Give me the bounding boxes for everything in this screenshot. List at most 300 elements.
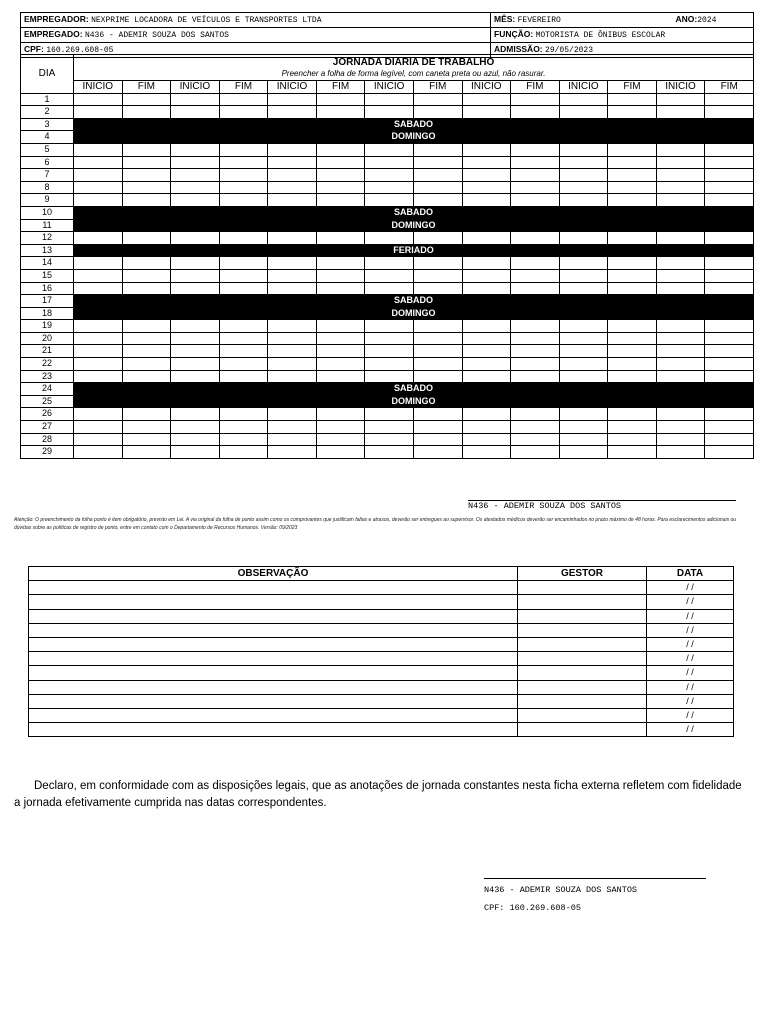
time-entry-cell[interactable] [74,143,123,156]
time-entry-cell[interactable] [608,408,657,421]
time-entry-cell[interactable] [268,433,317,446]
time-entry-cell[interactable] [413,143,462,156]
time-entry-cell[interactable] [316,169,365,182]
time-entry-cell[interactable] [365,106,414,119]
time-entry-cell[interactable] [365,93,414,106]
time-entry-cell[interactable] [559,194,608,207]
time-entry-cell[interactable] [656,269,705,282]
time-entry-cell[interactable] [559,143,608,156]
time-entry-cell[interactable] [656,106,705,119]
time-entry-cell[interactable] [656,282,705,295]
time-entry-cell[interactable] [316,370,365,383]
time-entry-cell[interactable] [705,194,754,207]
time-entry-cell[interactable] [462,194,511,207]
time-entry-cell[interactable] [316,320,365,333]
time-entry-cell[interactable] [462,181,511,194]
time-entry-cell[interactable] [511,282,560,295]
time-entry-cell[interactable] [656,93,705,106]
time-entry-cell[interactable] [656,232,705,245]
time-entry-cell[interactable] [219,421,268,434]
time-entry-cell[interactable] [559,358,608,371]
time-entry-cell[interactable] [462,232,511,245]
time-entry-cell[interactable] [219,257,268,270]
time-entry-cell[interactable] [608,370,657,383]
time-entry-cell[interactable] [171,320,220,333]
gestor-cell[interactable] [518,723,647,737]
time-entry-cell[interactable] [74,358,123,371]
time-entry-cell[interactable] [122,194,171,207]
data-cell[interactable]: / / [647,708,734,722]
time-entry-cell[interactable] [511,345,560,358]
time-entry-cell[interactable] [413,93,462,106]
time-entry-cell[interactable] [559,169,608,182]
time-entry-cell[interactable] [268,345,317,358]
time-entry-cell[interactable] [608,332,657,345]
time-entry-cell[interactable] [705,93,754,106]
time-entry-cell[interactable] [705,408,754,421]
time-entry-cell[interactable] [413,332,462,345]
time-entry-cell[interactable] [608,282,657,295]
time-entry-cell[interactable] [462,93,511,106]
time-entry-cell[interactable] [74,269,123,282]
time-entry-cell[interactable] [462,106,511,119]
time-entry-cell[interactable] [413,408,462,421]
time-entry-cell[interactable] [365,345,414,358]
time-entry-cell[interactable] [365,320,414,333]
time-entry-cell[interactable] [316,257,365,270]
time-entry-cell[interactable] [219,93,268,106]
time-entry-cell[interactable] [705,269,754,282]
time-entry-cell[interactable] [171,345,220,358]
time-entry-cell[interactable] [608,143,657,156]
time-entry-cell[interactable] [656,194,705,207]
time-entry-cell[interactable] [171,446,220,459]
time-entry-cell[interactable] [413,446,462,459]
time-entry-cell[interactable] [413,156,462,169]
time-entry-cell[interactable] [316,408,365,421]
time-entry-cell[interactable] [608,169,657,182]
time-entry-cell[interactable] [171,408,220,421]
time-entry-cell[interactable] [316,332,365,345]
time-entry-cell[interactable] [74,433,123,446]
time-entry-cell[interactable] [268,93,317,106]
gestor-cell[interactable] [518,666,647,680]
time-entry-cell[interactable] [122,446,171,459]
time-entry-cell[interactable] [511,93,560,106]
time-entry-cell[interactable] [268,320,317,333]
time-entry-cell[interactable] [268,370,317,383]
time-entry-cell[interactable] [219,446,268,459]
time-entry-cell[interactable] [365,332,414,345]
time-entry-cell[interactable] [559,269,608,282]
time-entry-cell[interactable] [316,232,365,245]
time-entry-cell[interactable] [219,358,268,371]
time-entry-cell[interactable] [705,232,754,245]
time-entry-cell[interactable] [559,370,608,383]
time-entry-cell[interactable] [511,156,560,169]
time-entry-cell[interactable] [316,358,365,371]
time-entry-cell[interactable] [171,156,220,169]
time-entry-cell[interactable] [268,269,317,282]
time-entry-cell[interactable] [365,421,414,434]
observacao-cell[interactable] [29,595,518,609]
time-entry-cell[interactable] [705,156,754,169]
time-entry-cell[interactable] [705,433,754,446]
time-entry-cell[interactable] [559,257,608,270]
observacao-cell[interactable] [29,694,518,708]
time-entry-cell[interactable] [219,408,268,421]
time-entry-cell[interactable] [171,257,220,270]
observacao-cell[interactable] [29,723,518,737]
time-entry-cell[interactable] [219,106,268,119]
time-entry-cell[interactable] [559,421,608,434]
time-entry-cell[interactable] [74,169,123,182]
time-entry-cell[interactable] [511,421,560,434]
time-entry-cell[interactable] [413,257,462,270]
time-entry-cell[interactable] [316,282,365,295]
time-entry-cell[interactable] [268,181,317,194]
time-entry-cell[interactable] [462,269,511,282]
time-entry-cell[interactable] [462,358,511,371]
time-entry-cell[interactable] [608,358,657,371]
time-entry-cell[interactable] [608,269,657,282]
time-entry-cell[interactable] [122,181,171,194]
time-entry-cell[interactable] [413,358,462,371]
time-entry-cell[interactable] [511,446,560,459]
time-entry-cell[interactable] [316,156,365,169]
time-entry-cell[interactable] [511,320,560,333]
time-entry-cell[interactable] [171,106,220,119]
data-cell[interactable]: / / [647,680,734,694]
time-entry-cell[interactable] [74,421,123,434]
time-entry-cell[interactable] [413,181,462,194]
time-entry-cell[interactable] [656,370,705,383]
observacao-cell[interactable] [29,652,518,666]
time-entry-cell[interactable] [511,370,560,383]
time-entry-cell[interactable] [559,282,608,295]
time-entry-cell[interactable] [559,446,608,459]
time-entry-cell[interactable] [511,332,560,345]
time-entry-cell[interactable] [268,446,317,459]
time-entry-cell[interactable] [74,181,123,194]
time-entry-cell[interactable] [122,332,171,345]
time-entry-cell[interactable] [462,143,511,156]
time-entry-cell[interactable] [656,181,705,194]
time-entry-cell[interactable] [656,446,705,459]
time-entry-cell[interactable] [656,156,705,169]
data-cell[interactable]: / / [647,595,734,609]
time-entry-cell[interactable] [413,194,462,207]
time-entry-cell[interactable] [219,143,268,156]
time-entry-cell[interactable] [122,421,171,434]
time-entry-cell[interactable] [171,332,220,345]
time-entry-cell[interactable] [511,257,560,270]
time-entry-cell[interactable] [122,169,171,182]
time-entry-cell[interactable] [219,232,268,245]
time-entry-cell[interactable] [268,143,317,156]
time-entry-cell[interactable] [413,370,462,383]
time-entry-cell[interactable] [171,433,220,446]
time-entry-cell[interactable] [705,320,754,333]
time-entry-cell[interactable] [511,358,560,371]
time-entry-cell[interactable] [122,408,171,421]
time-entry-cell[interactable] [219,345,268,358]
time-entry-cell[interactable] [219,181,268,194]
time-entry-cell[interactable] [705,257,754,270]
time-entry-cell[interactable] [219,282,268,295]
time-entry-cell[interactable] [705,106,754,119]
time-entry-cell[interactable] [656,433,705,446]
time-entry-cell[interactable] [219,370,268,383]
time-entry-cell[interactable] [608,257,657,270]
time-entry-cell[interactable] [365,169,414,182]
time-entry-cell[interactable] [705,358,754,371]
time-entry-cell[interactable] [511,106,560,119]
time-entry-cell[interactable] [74,320,123,333]
time-entry-cell[interactable] [219,169,268,182]
time-entry-cell[interactable] [656,257,705,270]
time-entry-cell[interactable] [705,421,754,434]
time-entry-cell[interactable] [413,269,462,282]
time-entry-cell[interactable] [608,194,657,207]
time-entry-cell[interactable] [268,358,317,371]
time-entry-cell[interactable] [462,446,511,459]
time-entry-cell[interactable] [413,421,462,434]
time-entry-cell[interactable] [122,143,171,156]
time-entry-cell[interactable] [365,194,414,207]
time-entry-cell[interactable] [705,143,754,156]
time-entry-cell[interactable] [316,345,365,358]
time-entry-cell[interactable] [608,232,657,245]
time-entry-cell[interactable] [122,320,171,333]
data-cell[interactable]: / / [647,652,734,666]
observacao-cell[interactable] [29,680,518,694]
time-entry-cell[interactable] [365,181,414,194]
time-entry-cell[interactable] [219,332,268,345]
time-entry-cell[interactable] [511,143,560,156]
time-entry-cell[interactable] [705,169,754,182]
observacao-cell[interactable] [29,623,518,637]
time-entry-cell[interactable] [171,169,220,182]
time-entry-cell[interactable] [656,408,705,421]
time-entry-cell[interactable] [559,320,608,333]
gestor-cell[interactable] [518,708,647,722]
time-entry-cell[interactable] [656,143,705,156]
data-cell[interactable]: / / [647,723,734,737]
time-entry-cell[interactable] [656,421,705,434]
time-entry-cell[interactable] [365,232,414,245]
time-entry-cell[interactable] [316,143,365,156]
time-entry-cell[interactable] [511,169,560,182]
time-entry-cell[interactable] [365,257,414,270]
data-cell[interactable]: / / [647,609,734,623]
time-entry-cell[interactable] [122,93,171,106]
time-entry-cell[interactable] [219,194,268,207]
time-entry-cell[interactable] [122,156,171,169]
time-entry-cell[interactable] [268,169,317,182]
time-entry-cell[interactable] [219,433,268,446]
time-entry-cell[interactable] [559,332,608,345]
time-entry-cell[interactable] [316,269,365,282]
time-entry-cell[interactable] [74,408,123,421]
time-entry-cell[interactable] [511,433,560,446]
time-entry-cell[interactable] [559,106,608,119]
gestor-cell[interactable] [518,637,647,651]
time-entry-cell[interactable] [462,257,511,270]
time-entry-cell[interactable] [511,269,560,282]
time-entry-cell[interactable] [74,370,123,383]
time-entry-cell[interactable] [413,433,462,446]
time-entry-cell[interactable] [413,232,462,245]
time-entry-cell[interactable] [122,345,171,358]
time-entry-cell[interactable] [316,433,365,446]
time-entry-cell[interactable] [559,93,608,106]
data-cell[interactable]: / / [647,637,734,651]
time-entry-cell[interactable] [705,332,754,345]
time-entry-cell[interactable] [122,370,171,383]
time-entry-cell[interactable] [171,194,220,207]
time-entry-cell[interactable] [413,169,462,182]
time-entry-cell[interactable] [608,106,657,119]
time-entry-cell[interactable] [462,433,511,446]
time-entry-cell[interactable] [316,181,365,194]
time-entry-cell[interactable] [705,446,754,459]
time-entry-cell[interactable] [74,194,123,207]
time-entry-cell[interactable] [219,320,268,333]
time-entry-cell[interactable] [171,370,220,383]
time-entry-cell[interactable] [511,232,560,245]
time-entry-cell[interactable] [511,181,560,194]
time-entry-cell[interactable] [608,433,657,446]
time-entry-cell[interactable] [268,194,317,207]
time-entry-cell[interactable] [413,106,462,119]
time-entry-cell[interactable] [608,181,657,194]
time-entry-cell[interactable] [462,169,511,182]
time-entry-cell[interactable] [268,232,317,245]
time-entry-cell[interactable] [74,345,123,358]
time-entry-cell[interactable] [413,320,462,333]
time-entry-cell[interactable] [171,282,220,295]
time-entry-cell[interactable] [462,156,511,169]
time-entry-cell[interactable] [122,433,171,446]
time-entry-cell[interactable] [122,358,171,371]
time-entry-cell[interactable] [656,332,705,345]
time-entry-cell[interactable] [511,194,560,207]
time-entry-cell[interactable] [365,282,414,295]
time-entry-cell[interactable] [171,421,220,434]
observacao-cell[interactable] [29,666,518,680]
gestor-cell[interactable] [518,694,647,708]
time-entry-cell[interactable] [413,345,462,358]
data-cell[interactable]: / / [647,694,734,708]
time-entry-cell[interactable] [656,345,705,358]
time-entry-cell[interactable] [74,232,123,245]
gestor-cell[interactable] [518,652,647,666]
time-entry-cell[interactable] [365,156,414,169]
time-entry-cell[interactable] [268,282,317,295]
time-entry-cell[interactable] [316,421,365,434]
time-entry-cell[interactable] [462,320,511,333]
time-entry-cell[interactable] [268,408,317,421]
time-entry-cell[interactable] [365,446,414,459]
time-entry-cell[interactable] [462,345,511,358]
time-entry-cell[interactable] [559,408,608,421]
time-entry-cell[interactable] [705,345,754,358]
time-entry-cell[interactable] [268,156,317,169]
time-entry-cell[interactable] [365,269,414,282]
time-entry-cell[interactable] [122,106,171,119]
time-entry-cell[interactable] [462,370,511,383]
time-entry-cell[interactable] [559,433,608,446]
time-entry-cell[interactable] [462,282,511,295]
data-cell[interactable]: / / [647,666,734,680]
time-entry-cell[interactable] [316,446,365,459]
time-entry-cell[interactable] [462,421,511,434]
time-entry-cell[interactable] [608,446,657,459]
time-entry-cell[interactable] [74,257,123,270]
time-entry-cell[interactable] [656,169,705,182]
time-entry-cell[interactable] [608,93,657,106]
time-entry-cell[interactable] [122,257,171,270]
time-entry-cell[interactable] [608,320,657,333]
time-entry-cell[interactable] [122,282,171,295]
time-entry-cell[interactable] [413,282,462,295]
time-entry-cell[interactable] [705,370,754,383]
time-entry-cell[interactable] [316,194,365,207]
time-entry-cell[interactable] [171,358,220,371]
time-entry-cell[interactable] [171,93,220,106]
time-entry-cell[interactable] [365,433,414,446]
time-entry-cell[interactable] [656,358,705,371]
time-entry-cell[interactable] [365,358,414,371]
time-entry-cell[interactable] [608,421,657,434]
time-entry-cell[interactable] [74,446,123,459]
time-entry-cell[interactable] [608,345,657,358]
time-entry-cell[interactable] [74,282,123,295]
time-entry-cell[interactable] [559,345,608,358]
data-cell[interactable]: / / [647,581,734,595]
observacao-cell[interactable] [29,708,518,722]
time-entry-cell[interactable] [705,282,754,295]
time-entry-cell[interactable] [171,181,220,194]
data-cell[interactable]: / / [647,623,734,637]
time-entry-cell[interactable] [316,106,365,119]
time-entry-cell[interactable] [705,181,754,194]
time-entry-cell[interactable] [365,408,414,421]
time-entry-cell[interactable] [559,181,608,194]
time-entry-cell[interactable] [219,156,268,169]
time-entry-cell[interactable] [74,332,123,345]
time-entry-cell[interactable] [171,143,220,156]
time-entry-cell[interactable] [316,93,365,106]
time-entry-cell[interactable] [219,269,268,282]
time-entry-cell[interactable] [462,408,511,421]
gestor-cell[interactable] [518,609,647,623]
time-entry-cell[interactable] [74,93,123,106]
time-entry-cell[interactable] [365,370,414,383]
time-entry-cell[interactable] [171,269,220,282]
time-entry-cell[interactable] [268,257,317,270]
time-entry-cell[interactable] [559,232,608,245]
gestor-cell[interactable] [518,623,647,637]
time-entry-cell[interactable] [74,106,123,119]
time-entry-cell[interactable] [608,156,657,169]
observacao-cell[interactable] [29,581,518,595]
time-entry-cell[interactable] [268,106,317,119]
time-entry-cell[interactable] [122,232,171,245]
time-entry-cell[interactable] [171,232,220,245]
time-entry-cell[interactable] [74,156,123,169]
